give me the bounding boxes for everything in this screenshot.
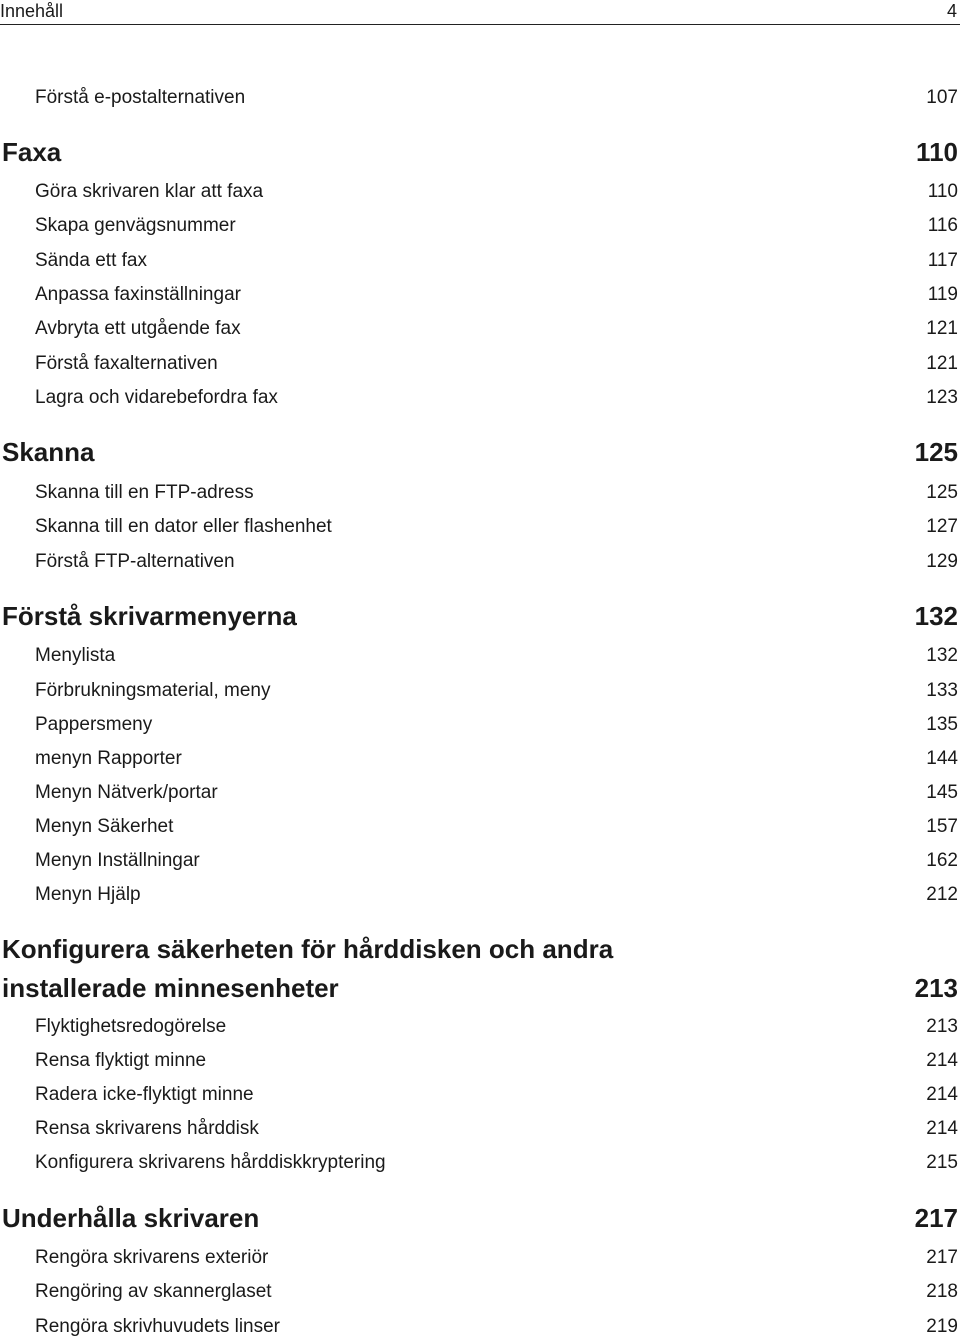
toc-section-entry[interactable] xyxy=(35,214,958,238)
toc-section-entry[interactable] xyxy=(35,317,958,341)
toc-entry-label: Förstå faxalternativen xyxy=(35,353,218,374)
toc-section-entry[interactable] xyxy=(35,1246,958,1270)
toc-section-entry[interactable] xyxy=(35,386,958,410)
toc-entry-page: 213 xyxy=(926,1016,958,1037)
toc-entry-page: 214 xyxy=(926,1118,958,1139)
toc-section-entry[interactable] xyxy=(35,679,958,703)
toc-entry-label: Göra skrivaren klar att faxa xyxy=(35,181,264,202)
toc-entry-page: 145 xyxy=(926,782,958,803)
toc-entry-page: 125 xyxy=(926,482,958,503)
toc-entry-page: 213 xyxy=(914,973,958,1003)
toc-chapter-entry[interactable] xyxy=(2,1202,958,1234)
toc-section-entry[interactable] xyxy=(35,86,958,110)
toc-entry-label: menyn Rapporter xyxy=(35,748,182,769)
toc-entry-page: 107 xyxy=(926,87,958,108)
toc-section-entry[interactable] xyxy=(35,180,958,204)
toc-entry-page: 133 xyxy=(926,680,958,701)
toc-entry-page: 218 xyxy=(926,1281,958,1302)
toc-entry-label: Skanna till en FTP-adress xyxy=(35,482,254,503)
toc-chapter-entry[interactable] xyxy=(2,972,958,1004)
section-title: Innehåll xyxy=(0,1,64,21)
toc-entry-label: installerade minnesenheter xyxy=(2,973,339,1003)
toc-entry-page: 127 xyxy=(926,516,958,537)
toc-entry-label: Menylista xyxy=(35,645,116,666)
toc-section-entry[interactable] xyxy=(35,883,958,907)
toc-entry-label: Rensa flyktigt minne xyxy=(35,1050,207,1071)
toc-entry-label: Förstå FTP-alternativen xyxy=(35,551,235,572)
toc-entry-page: 217 xyxy=(914,1203,958,1233)
toc-entry-page: 110 xyxy=(927,181,958,202)
toc-entry-label: Skanna till en dator eller flashenhet xyxy=(35,516,332,537)
toc-entry-label: Menyn Säkerhet xyxy=(35,816,174,837)
toc-entry-label: Anpassa faxinställningar xyxy=(35,284,241,305)
toc-entry-page: 121 xyxy=(926,353,958,374)
toc-entry-label: Faxa xyxy=(2,137,62,167)
toc-entry-page: 119 xyxy=(927,284,958,305)
toc-entry-page: 144 xyxy=(926,748,958,769)
toc-section-entry[interactable] xyxy=(35,1015,958,1039)
toc-entry-page: 123 xyxy=(926,387,958,408)
toc-entry-label: Förbrukningsmaterial, meny xyxy=(35,680,271,701)
page-header xyxy=(0,0,960,25)
toc-entry-label: Pappersmeny xyxy=(35,714,153,735)
toc-entry-label: Skanna xyxy=(2,437,95,467)
toc-entry-page: 110 xyxy=(916,137,958,167)
toc-entry-page: 135 xyxy=(926,714,958,735)
toc-entry-label: Menyn Nätverk/portar xyxy=(35,782,218,803)
toc-entry-page: 132 xyxy=(914,601,958,631)
toc-entry-page: 125 xyxy=(914,437,958,467)
toc-section-entry[interactable] xyxy=(35,849,958,873)
toc-entry-page: 212 xyxy=(926,884,958,905)
page-number: 4 xyxy=(946,1,957,21)
toc-entry-label: Sända ett fax xyxy=(35,250,147,271)
toc-section-entry[interactable] xyxy=(35,550,958,574)
toc-entry-label: Lagra och vidarebefordra fax xyxy=(35,387,278,408)
toc-entry-page: 157 xyxy=(926,816,958,837)
toc-section-entry[interactable] xyxy=(35,1280,958,1304)
toc-entry-label: Förstå skrivarmenyerna xyxy=(2,601,297,631)
toc-chapter-entry[interactable] xyxy=(2,136,958,168)
toc-entry-page: 214 xyxy=(926,1084,958,1105)
toc-section-entry[interactable] xyxy=(35,283,958,307)
toc-entry-label: Underhålla skrivaren xyxy=(2,1203,260,1233)
toc-entry-label: Flyktighetsredogörelse xyxy=(35,1016,227,1037)
toc-entry-label: Rensa skrivarens hårddisk xyxy=(35,1118,259,1139)
toc-section-entry[interactable] xyxy=(35,1315,958,1339)
toc-entry-label: Rengöra skrivarens exteriör xyxy=(35,1247,269,1268)
toc-section-entry[interactable] xyxy=(35,781,958,805)
toc-section-entry[interactable] xyxy=(35,1117,958,1141)
toc-section-entry[interactable] xyxy=(35,1049,958,1073)
toc-section-entry[interactable] xyxy=(35,1083,958,1107)
toc-entry-page: 214 xyxy=(926,1050,958,1071)
toc-entry-label: Förstå e-postalternativen xyxy=(35,87,246,108)
toc-entry-page: 215 xyxy=(926,1152,958,1173)
toc-section-entry[interactable] xyxy=(35,352,958,376)
toc-entry-label: Radera icke-flyktigt minne xyxy=(35,1084,254,1105)
toc-entry-page: 121 xyxy=(926,318,958,339)
toc-entry-page: 129 xyxy=(926,551,958,572)
toc-entry-label: Rengöra skrivhuvudets linser xyxy=(35,1316,281,1337)
toc-entry-page: 162 xyxy=(926,850,958,871)
toc-entry-label: Menyn Hjälp xyxy=(35,884,141,905)
toc-chapter-entry[interactable] xyxy=(2,600,958,632)
toc-entry-label: Skapa genvägsnummer xyxy=(35,215,236,236)
toc-section-entry[interactable] xyxy=(35,815,958,839)
toc-entry-page: 117 xyxy=(927,250,958,271)
toc-chapter-entry[interactable] xyxy=(2,436,958,468)
toc-section-entry[interactable] xyxy=(35,1151,958,1175)
toc-section-entry[interactable] xyxy=(35,481,958,505)
toc-section-entry[interactable] xyxy=(35,713,958,737)
toc-entry-label: Menyn Inställningar xyxy=(35,850,200,871)
toc-section-entry[interactable] xyxy=(35,747,958,771)
toc-entry-page: 116 xyxy=(927,215,958,236)
toc-section-entry[interactable] xyxy=(35,644,958,668)
toc-entry-label: Avbryta ett utgående fax xyxy=(35,318,241,339)
toc-section-entry[interactable] xyxy=(35,515,958,539)
toc-entry-page: 217 xyxy=(926,1247,958,1268)
toc-section-entry[interactable] xyxy=(35,249,958,273)
toc-entry-page: 132 xyxy=(926,645,958,666)
toc-entry-label: Konfigurera skrivarens hårddiskkryptering xyxy=(35,1152,386,1173)
toc-chapter-title-line: Konfigurera säkerheten för hårddisken och andra xyxy=(2,934,614,964)
toc-entry-label: Rengöring av skannerglaset xyxy=(35,1281,272,1302)
toc-entry-page: 219 xyxy=(926,1316,958,1337)
